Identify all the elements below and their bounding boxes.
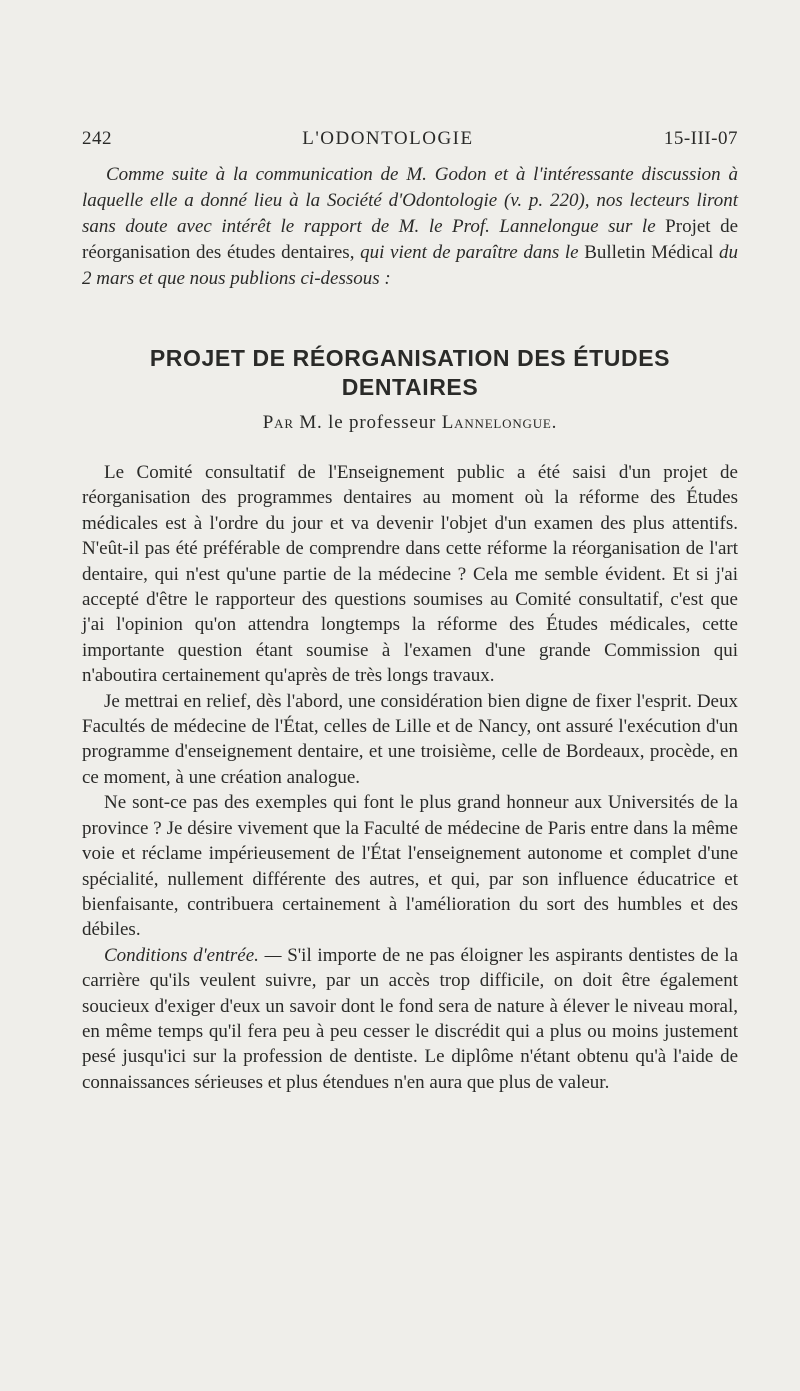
section-heading-conditions: Conditions d'entrée. — (104, 944, 282, 966)
paragraph-2: Je mettrai en relief, dès l'abord, une considération bien digne de fixer l'esprit. Deux Facultés de médecine de l'État, celles de Lille et de Nancy, ont assuré l'exécution d'un programme d'enseignement dentaire, et une troisième, celle de Bordeaux, procède, en ce moment, à une création analogue. (82, 690, 738, 788)
byline-author: Lannelongue. (441, 412, 558, 433)
article-title-line-2: DENTAIRES (341, 374, 479, 400)
document-page (82, 128, 738, 1095)
journal-title: L'ODONTOLOGIE (302, 128, 474, 149)
article-title (82, 344, 738, 402)
paragraph-3: Ne sont-ce pas des exemples qui font le plus grand honneur aux Universités de la province ? Je désire vivement que la Faculté de médecine de Paris entre dans la même voie et réclame impérieusement de l'État l'enseignement autonome et complet d'une spécialité, nullement différente des autres, et qui, par son influence éducatrice et bienfaisante, contribuera certainement à l'amélioration du sort des humbles et des débiles. (82, 792, 738, 941)
intro-text-2: qui vient de paraître dans le (360, 242, 579, 263)
byline-prefix: Par M. (262, 412, 323, 433)
intro-journal-ref: Bulletin Médical (584, 242, 714, 263)
issue-date: 15-III-07 (663, 128, 738, 149)
article-title-line-1: PROJET DE RÉORGANISATION DES ÉTUDES (149, 345, 671, 371)
editorial-intro (82, 162, 738, 292)
page-number: 242 (82, 128, 112, 149)
intro-title-ref: Projet de réorganisation des études dentaires, (82, 216, 739, 263)
running-header (82, 128, 738, 162)
intro-text-3: du 2 mars et que nous publions ci-dessous : (82, 242, 738, 289)
paragraph-4-text: S'il importe de ne pas éloigner les aspirants dentistes de la carrière qu'ils veulent suivre, par un accès trop difficile, on doit être également soucieux d'exiger d'eux un savoir dont le fond sera de nature à élever le niveau moral, en même temps qu'il fera peu à peu cesser le discrédit qui a plus ou moins justement pesé jusqu'ici sur la profession de dentiste. Le diplôme n'étant obtenu qu'à l'aide de connaissances sérieuses et plus étendues n'en aura que plus de valeur. (82, 944, 739, 1093)
byline (82, 412, 738, 434)
article-body (82, 460, 738, 1095)
paragraph-1: Le Comité consultatif de l'Enseignement public a été saisi d'un projet de réorganisation des programmes dentaires au moment où la réforme des Études médicales est à l'ordre du jour et va devenir l'objet d'un examen des plus attentifs. N'eût-il pas été préférable de comprendre dans cette réforme la réorganisation de l'art dentaire, qui n'est qu'une partie de la médecine ? Cela me semble évident. Et si j'ai accepté d'être le rapporteur des questions soumises au Comité consultatif, c'est que j'ai l'opinion qu'on attendra longtemps la réforme des Études médicales, cette importante question étant soumise à l'examen d'une grande Commission qui n'aboutira certainement qu'après de très longs travaux. (82, 462, 738, 687)
intro-text-1: Comme suite à la communication de M. Godon et à l'intéressante discussion à laquelle elle a donné lieu à la Société d'Odontologie (v. p. 220), nos lecteurs liront sans doute avec intérêt le rapport de M. le Prof. Lannelongue sur le (82, 164, 738, 237)
byline-role: le professeur (328, 412, 437, 433)
paragraph-4 (82, 943, 738, 1095)
